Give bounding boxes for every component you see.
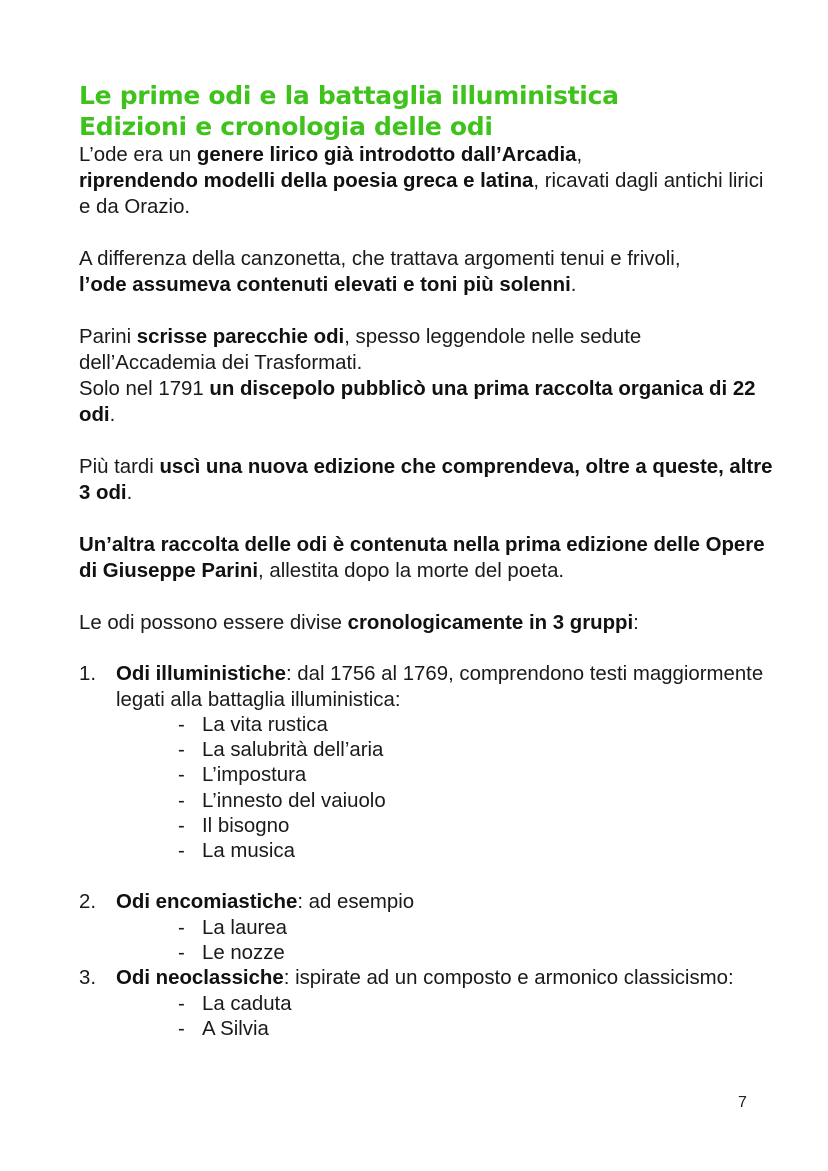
list-item-text: Il bisogno	[202, 814, 290, 837]
title-line-2: Edizioni e cronologia delle odi	[79, 112, 493, 141]
page-number: 7	[738, 1094, 747, 1111]
list-item-text: La salubrità dell’aria	[202, 739, 384, 762]
sub-list-2	[79, 916, 779, 966]
p1-bold-d: riprendendo modelli della poesia greca e latina	[79, 170, 534, 192]
p6-bold-b: cronologicamente in 3 gruppi	[347, 612, 634, 634]
ordered-list-item-2	[79, 890, 779, 916]
dash-bullet: -	[178, 764, 185, 787]
group-desc: : dal 1756 al 1769, comprendono testi maggiormente legati alla battaglia illuministica:	[116, 663, 764, 711]
p4-text-a: Più tardi	[79, 456, 160, 478]
dash-bullet: -	[178, 992, 185, 1015]
paragraph-2	[79, 246, 779, 298]
group-name: Odi encomiastiche	[116, 891, 298, 914]
paragraph-3	[79, 324, 779, 428]
ordered-list-item-3	[79, 966, 779, 992]
list-number: 2.	[79, 891, 97, 914]
dash-bullet: -	[178, 1017, 185, 1040]
ordered-list-item-1	[79, 662, 779, 713]
p1-text-e: , ricavati dagli antichi lirici e da Orazio.	[79, 170, 764, 218]
list-item	[79, 814, 779, 839]
p6-text-c: :	[633, 612, 639, 634]
group-name: Odi illuministiche	[116, 663, 286, 685]
list-number: 1.	[79, 663, 97, 685]
list-item	[79, 1017, 779, 1042]
dash-bullet: -	[178, 814, 185, 837]
list-item	[79, 941, 779, 966]
list-item	[79, 789, 779, 814]
paragraph-5	[79, 532, 779, 584]
p1-bold-b: genere lirico già introdotto dall’Arcadia	[196, 144, 577, 166]
group-name: Odi neoclassiche	[116, 967, 284, 990]
title-line-1: Le prime odi e la battaglia illuministica	[79, 81, 619, 110]
list-number: 3.	[79, 967, 97, 990]
dash-bullet: -	[178, 916, 185, 939]
dash-bullet: -	[178, 789, 185, 812]
p3-text-f: .	[109, 404, 116, 426]
list-item-text: La vita rustica	[202, 714, 328, 736]
p4-text-c: .	[126, 482, 133, 504]
list-item	[79, 713, 779, 738]
p5-bold-a: Un’altra raccolta delle odi è contenuta nella prima edizione delle Opere di Giuseppe Parini	[79, 534, 765, 582]
p6-text-a: Le odi possono essere divise	[79, 612, 348, 634]
group-desc: : ad esempio	[297, 891, 415, 914]
list-item-text: A Silvia	[202, 1017, 269, 1040]
paragraph-1	[79, 142, 779, 220]
list-item	[79, 992, 779, 1017]
p2-bold-b: l’ode assumeva contenuti elevati e toni più solenni	[79, 274, 571, 296]
p2-text-a: A differenza della canzonetta, che trattava argomenti tenui e frivoli,	[79, 248, 681, 270]
list-item-text: La caduta	[202, 992, 292, 1015]
p5-text-b: , allestita dopo la morte del poeta.	[258, 560, 565, 582]
p3-text-a: Parini	[79, 326, 137, 348]
sub-list-1	[79, 713, 779, 864]
p1-text-c: ,	[576, 144, 583, 166]
list-item	[79, 839, 779, 864]
dash-bullet: -	[178, 840, 185, 863]
group-desc: : ispirate ad un composto e armonico classicismo:	[283, 967, 734, 990]
p3-bold-b: scrisse parecchie odi	[136, 326, 345, 348]
list-item	[79, 916, 779, 941]
list-item	[79, 763, 779, 788]
list-item-text: L’innesto del vaiuolo	[202, 789, 386, 812]
list-item-text: Le nozze	[202, 941, 285, 964]
dash-bullet: -	[178, 714, 185, 736]
sub-list-3	[79, 992, 779, 1042]
dash-bullet: -	[178, 739, 185, 762]
page-title	[79, 80, 779, 142]
p3-text-c: , spesso leggendole nelle sedute dell’Accademia dei Trasformati.	[79, 326, 642, 374]
p1-text-a: L’ode era un	[79, 144, 197, 166]
p2-text-c: .	[570, 274, 577, 296]
dash-bullet: -	[178, 941, 185, 964]
p3-bold-e: un discepolo pubblicò una prima raccolta organica di 22 odi	[79, 378, 756, 426]
p4-bold-b: uscì una nuova edizione che comprendeva, oltre a queste, altre 3 odi	[79, 456, 773, 504]
paragraph-6	[79, 610, 779, 636]
list-item	[79, 738, 779, 763]
list-item-text: La laurea	[202, 916, 288, 939]
page-content	[79, 80, 779, 1042]
list-item-text: L’impostura	[202, 764, 307, 787]
p3-text-d: Solo nel 1791	[79, 378, 210, 400]
list-item-text: La musica	[202, 840, 295, 863]
paragraph-4	[79, 454, 779, 506]
